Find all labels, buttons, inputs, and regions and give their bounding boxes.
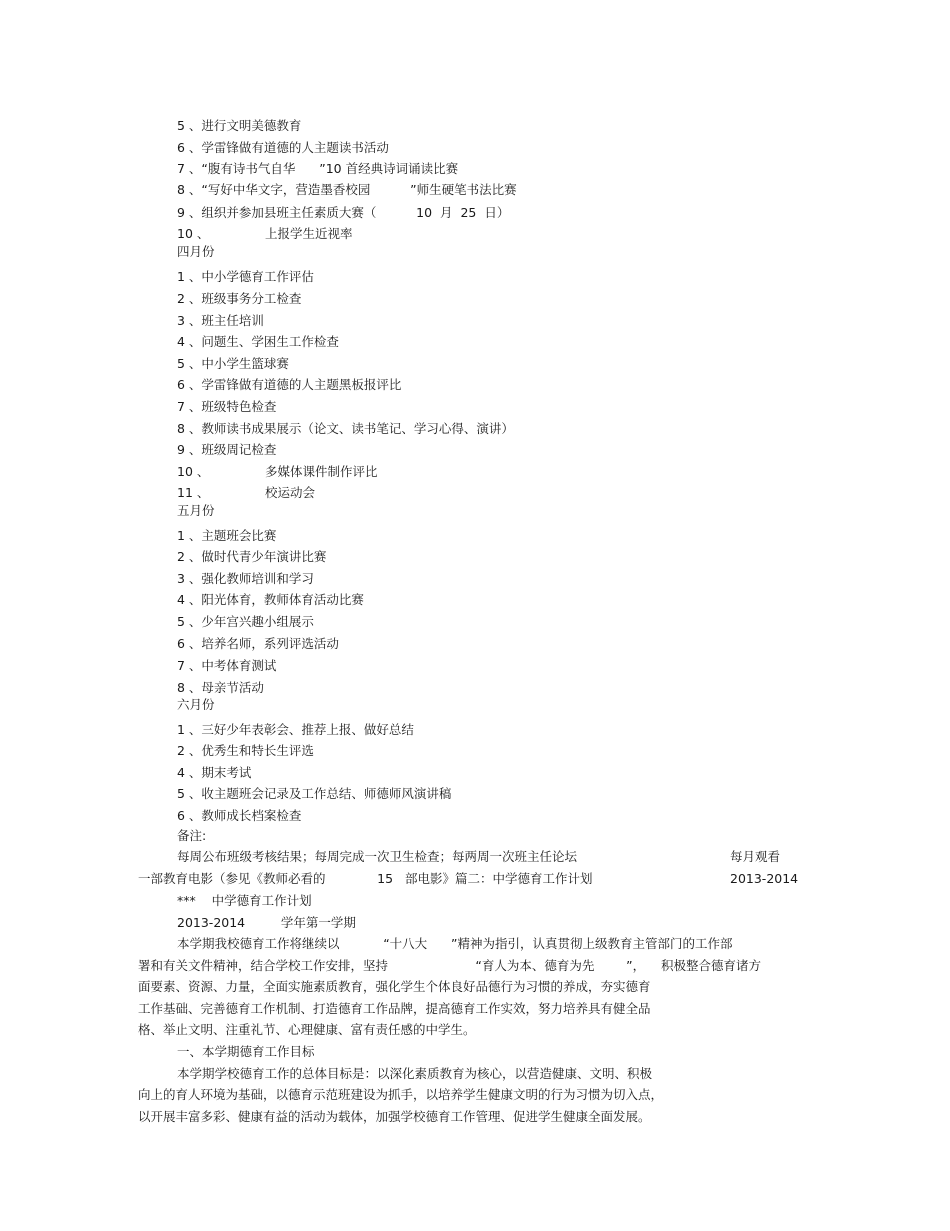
month-heading: 四月份 <box>177 244 215 259</box>
list-item: 7 、“腹有诗书气自华 ”10 首经典诗词诵读比赛 <box>177 161 459 176</box>
plan-term: 2013-2014 学年第一学期 <box>177 915 356 930</box>
list-item: 6 、教师成长档案检查 <box>177 808 302 823</box>
month-heading: 六月份 <box>177 697 215 712</box>
list-item: 6 、培养名师，系列评选活动 <box>177 636 339 651</box>
paragraph-line: 以开展丰富多彩、健康有益的活动为载体，加强学校德育工作管理、促进学生健康全面发展。 <box>138 1109 651 1124</box>
paragraph-line: 工作基础、完善德育工作机制、打造德育工作品牌，提高德育工作实效，努力培养具有健全品 <box>138 1001 651 1016</box>
list-item: 1 、中小学德育工作评估 <box>177 269 314 284</box>
list-item: 5 、收主题班会记录及工作总结、师德师风演讲稿 <box>177 786 452 801</box>
list-item: 10 、 上报学生近视率 <box>177 226 353 241</box>
list-item: 1 、主题班会比赛 <box>177 528 277 543</box>
paragraph-line: 本学期我校德育工作将继续以 “十八大 ”精神为指引，认真贯彻上级教育主管部门的工作部 <box>177 936 733 951</box>
paragraph-line: 本学期学校德育工作的总体目标是：以深化素质教育为核心，以营造健康、文明、积极 <box>177 1066 653 1081</box>
paragraph-line: 向上的育人环境为基础，以德育示范班建设为抓手，以培养学生健康文明的行为习惯为切入点， <box>138 1087 664 1102</box>
list-item: 6 、学雷锋做有道德的人主题读书活动 <box>177 140 389 155</box>
list-item: 8 、教师读书成果展示（论文、读书笔记、学习心得、演讲） <box>177 421 514 436</box>
list-item: 2 、优秀生和特长生评选 <box>177 743 314 758</box>
paragraph-line: 面要素、资源、力量，全面实施素质教育，强化学生个体良好品德行为习惯的养成，夯实德育 <box>138 979 651 994</box>
list-item: 5 、进行文明美德教育 <box>177 118 302 133</box>
list-item: 7 、班级特色检查 <box>177 399 277 414</box>
list-item: 4 、期末考试 <box>177 765 252 780</box>
paragraph-line: 格、举止文明、注重礼节、心理健康、富有责任感的中学生。 <box>138 1022 476 1037</box>
list-item: 5 、中小学生篮球赛 <box>177 356 289 371</box>
list-item: 8 、“写好中华文字，营造墨香校园 ”师生硬笔书法比赛 <box>177 182 517 197</box>
list-item: 1 、三好少年表彰会、推荐上报、做好总结 <box>177 722 414 737</box>
note-text: 每周公布班级考核结果；每周完成一次卫生检查；每两周一次班主任论坛 <box>177 849 578 864</box>
note-heading: 备注: <box>177 828 207 843</box>
month-heading: 五月份 <box>177 503 215 518</box>
section-heading: 一、本学期德育工作目标 <box>177 1044 315 1059</box>
list-item: 10 、 多媒体课件制作评比 <box>177 464 378 479</box>
list-item: 3 、强化教师培训和学习 <box>177 571 314 586</box>
list-item: 5 、少年宫兴趣小组展示 <box>177 614 314 629</box>
note-text: 一部教育电影（参见《教师必看的 15 部电影》篇二：中学德育工作计划 <box>138 871 593 886</box>
list-item: 2 、班级事务分工检查 <box>177 291 302 306</box>
list-item: 11 、 校运动会 <box>177 485 316 500</box>
list-item: 4 、阳光体育，教师体育活动比赛 <box>177 592 364 607</box>
paragraph-line: 署和有关文件精神，结合学校工作安排，坚持 “育人为本、德育为先 ”， 积极整合德育诸方 <box>138 958 762 973</box>
list-item: 8 、母亲节活动 <box>177 680 264 695</box>
plan-title: *** 中学德育工作计划 <box>177 893 312 908</box>
list-item: 6 、学雷锋做有道德的人主题黑板报评比 <box>177 377 402 392</box>
note-text-right: 2013-2014 <box>730 871 799 886</box>
list-item: 7 、中考体育测试 <box>177 658 277 673</box>
list-item: 3 、班主任培训 <box>177 313 264 328</box>
list-item: 4 、问题生、学困生工作检查 <box>177 334 339 349</box>
list-item: 9 、班级周记检查 <box>177 442 277 457</box>
list-item: 9 、组织并参加县班主任素质大赛（ 10 月 25 日） <box>177 205 510 220</box>
list-item: 2 、做时代青少年演讲比赛 <box>177 549 327 564</box>
note-text-right: 每月观看 <box>730 849 781 864</box>
